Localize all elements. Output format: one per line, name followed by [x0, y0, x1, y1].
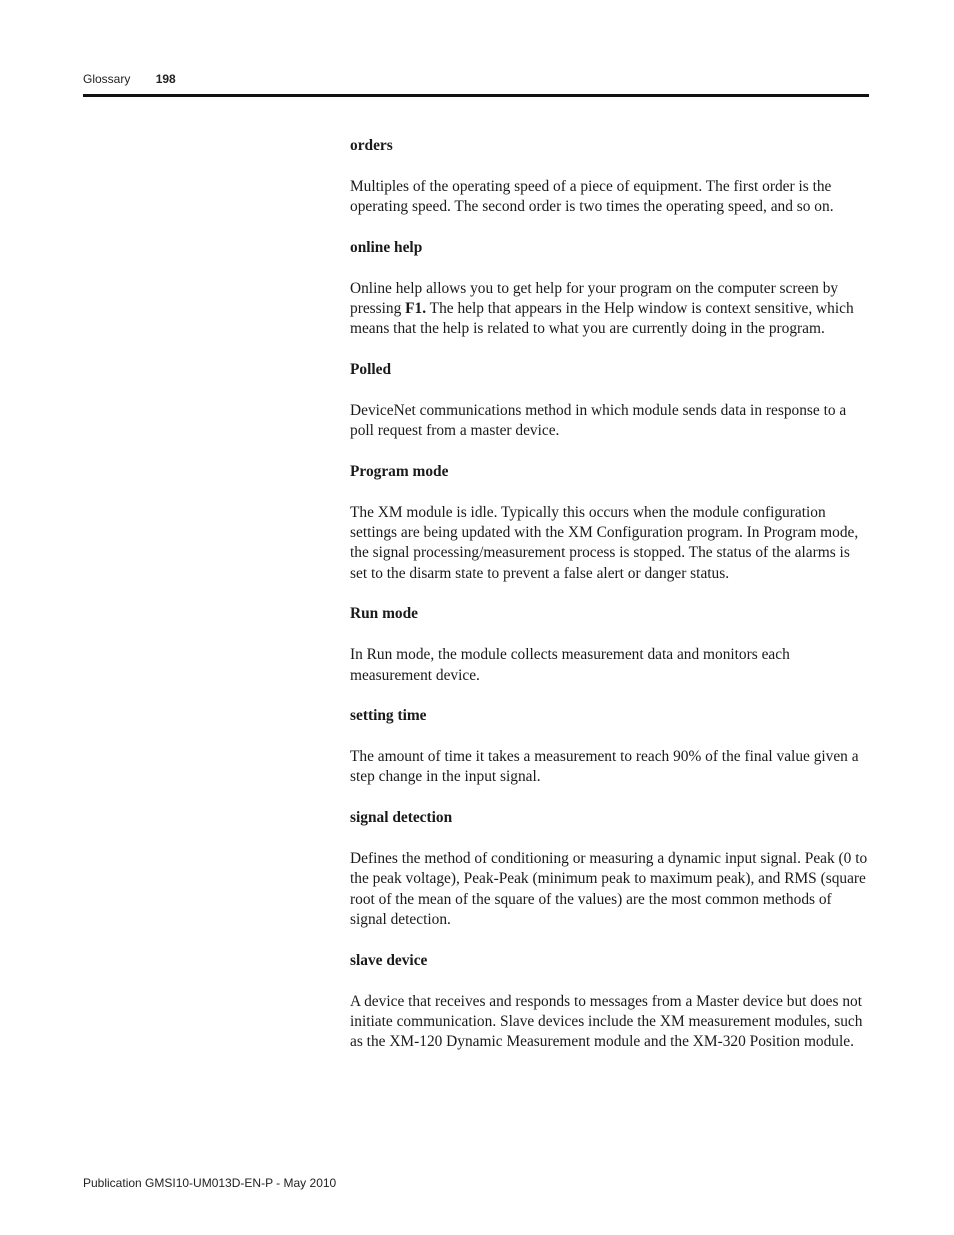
header-rule — [83, 94, 869, 97]
glossary-term: Polled — [350, 361, 392, 379]
glossary-definition: In Run mode, the module collects measurement data and monitors each measurement device. — [350, 646, 790, 684]
definition-text: The help that appears in the Help window is context sensitive, which means that the help is related to what you are currently doing in the program. — [350, 299, 854, 338]
glossary-entry-program-mode — [350, 462, 870, 584]
definition-key-f1: F1. — [405, 299, 427, 317]
glossary-term: slave device — [350, 951, 428, 969]
glossary-term: online help — [350, 238, 423, 256]
definition-text: Online help allows you to get help for your program on the computer screen by pressing — [350, 279, 839, 317]
page-footer: Publication GMSI10-UM013D-EN-P - May 2010 — [83, 1176, 337, 1190]
glossary-entry-signal-detection — [350, 808, 870, 930]
glossary-definition: The amount of time it takes a measurement to reach 90% of the final value given a step change in the input signal. — [350, 748, 859, 786]
glossary-term: Run mode — [350, 605, 418, 623]
glossary-entry-setting-time — [350, 706, 870, 787]
page-header — [83, 72, 176, 86]
glossary-entry-slave-device — [350, 951, 870, 1053]
glossary-definition: The XM module is idle. Typically this occurs when the module configuration settings are being updated with the XM Configuration program. In Program mode, the signal processing/measurement process is stopped. The status of the alarms is set to the disarm state to prevent a false alert or danger status. — [350, 503, 859, 582]
glossary-entry-polled — [350, 360, 870, 441]
glossary-entry-run-mode — [350, 604, 870, 685]
glossary-definition: DeviceNet communications method in which module sends data in response to a poll request from a master device. — [350, 401, 847, 440]
glossary-entry-online-help — [350, 238, 870, 340]
header-section-title: Glossary — [83, 72, 131, 86]
glossary-definition: A device that receives and responds to messages from a Master device but does not initiate communication. Slave devices include the XM measurement modules, such as the XM-120 Dynamic Measurement module and the XM-320 Position module. — [350, 992, 863, 1051]
glossary-term: signal detection — [350, 809, 453, 827]
header-page-number: 198 — [155, 72, 176, 86]
glossary-definition: Multiples of the operating speed of a piece of equipment. The first order is the operating speed. The second order is two times the operating speed, and so on. — [350, 177, 834, 216]
glossary-definition — [350, 279, 870, 340]
glossary-definition: Defines the method of conditioning or measuring a dynamic input signal. Peak (0 to the peak voltage), Peak-Peak (minimum peak to maximum peak), and RMS (square root of the mean of the square of the values) are the most common methods of signal detection. — [350, 850, 868, 928]
glossary-entry-orders — [350, 136, 870, 217]
glossary-term: orders — [350, 137, 393, 154]
glossary-content — [350, 136, 870, 1073]
glossary-term: Program mode — [350, 462, 449, 480]
glossary-term: setting time — [350, 707, 427, 725]
